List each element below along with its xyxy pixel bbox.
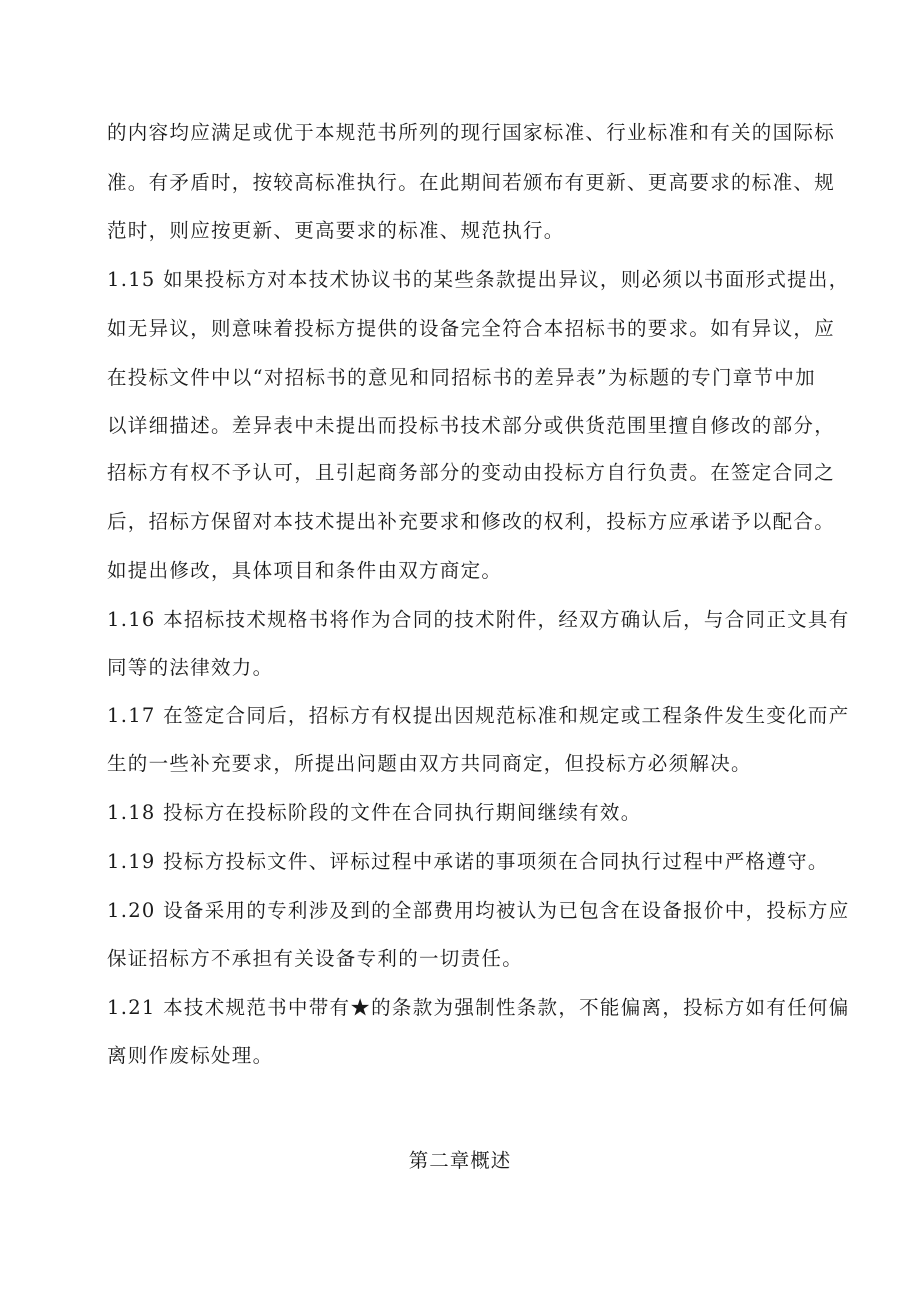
clause-1-15-line-3: 在投标文件中以“对招标书的意见和同招标书的差异表”为标题的专门章节中加 bbox=[107, 366, 816, 389]
clause-1-15-line-7: 如提出修改，具体项目和条件由双方商定。 bbox=[107, 559, 503, 582]
text-line-1: 的内容均应满足或优于本规范书所列的现行国家标准、行业标准和有关的国际标 bbox=[107, 121, 836, 144]
clause-1-19-line-1: 1.19 投标方投标文件、评标过程中承诺的事项须在合同执行过程中严格遵守。 bbox=[107, 850, 829, 873]
clause-1-21-line-2: 离则作废标处理。 bbox=[107, 1044, 274, 1067]
clause-1-20-line-1: 1.20 设备采用的专利涉及到的全部费用均被认为已包含在设备报价中，投标方应 bbox=[107, 899, 850, 922]
text-line-3: 范时，则应按更新、更高要求的标准、规范执行。 bbox=[107, 219, 565, 242]
text-line-2: 准。有矛盾时，按较高标准执行。在此期间若颁布有更新、更高要求的标准、规 bbox=[107, 171, 836, 194]
clause-1-16-line-2: 同等的法律效力。 bbox=[107, 656, 274, 679]
clause-1-15-line-4: 以详细描述。差异表中未提出而投标书技术部分或供货范围里擅自修改的部分， bbox=[107, 414, 836, 437]
clause-1-17-line-2: 生的一些补充要求，所提出问题由双方共同商定，但投标方必须解决。 bbox=[107, 752, 752, 775]
chapter-title: 第二章概述 bbox=[408, 1149, 512, 1172]
clause-1-15-line-2: 如无异议，则意味着投标方提供的设备完全符合本招标书的要求。如有异议，应 bbox=[107, 317, 836, 340]
clause-1-15-line-6: 后，招标方保留对本技术提出补充要求和修改的权利，投标方应承诺予以配合。 bbox=[107, 510, 836, 533]
clause-1-21-line-1: 1.21 本技术规范书中带有★的条款为强制性条款，不能偏离，投标方如有任何偏 bbox=[107, 996, 850, 1019]
clause-1-20-line-2: 保证招标方不承担有关设备专利的一切责任。 bbox=[107, 947, 524, 970]
clause-1-17-line-1: 1.17 在签定合同后，招标方有权提出因规范标准和规定或工程条件发生变化而产 bbox=[107, 704, 850, 727]
clause-1-18-line-1: 1.18 投标方在投标阶段的文件在合同执行期间继续有效。 bbox=[107, 801, 642, 824]
clause-1-16-line-1: 1.16 本招标技术规格书将作为合同的技术附件，经双方确认后，与合同正文具有 bbox=[107, 608, 850, 631]
clause-1-15-line-5: 招标方有权不予认可，且引起商务部分的变动由投标方自行负责。在签定合同之 bbox=[107, 461, 836, 484]
clause-1-15-line-1: 1.15 如果投标方对本技术协议书的某些条款提出异议，则必须以书面形式提出， bbox=[107, 268, 850, 291]
